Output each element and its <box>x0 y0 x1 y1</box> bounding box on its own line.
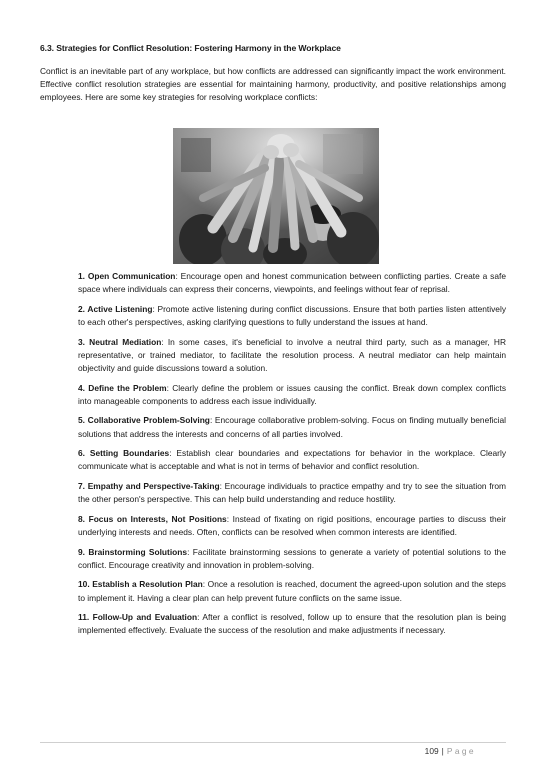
strategy-title: 8. Focus on Interests, Not Positions <box>78 513 227 524</box>
strategy-text: : Facilitate brainstorming sessions to generate a variety of potential solutions to the conflict. Encourage creativity and innovation in problem-solving. <box>78 546 506 570</box>
strategy-text: : Clearly define the problem or issues causing the conflict. Break down complex conflicts into manageable components to address each issue individually. <box>78 382 507 406</box>
strategy-text: : Instead of fixating on rigid positions, encourage parties to discuss their underlying interests and needs. Often, conflicts can be resolved when common interests are identified. <box>78 513 506 537</box>
strategy-text: : In some cases, it's beneficial to involve a neutral third party, such as a manager, HR representative, or trained mediator, to facilitate the resolution process. A neutral mediator can help maintain objectivity and guide discussions toward a solution. <box>78 336 506 373</box>
strategy-title: 1. Open Communication <box>78 271 176 281</box>
strategy-title: 9. Brainstorming Solutions <box>78 546 188 557</box>
list-item <box>78 578 506 604</box>
section-heading: 6.3. Strategies for Conflict Resolution: Fostering Harmony in the Workplace <box>40 43 341 53</box>
strategy-title: 5. Collaborative Problem-Solving <box>78 415 210 426</box>
strategy-title: 7. Empathy and Perspective-Taking <box>78 480 220 491</box>
page-footer <box>425 746 476 756</box>
list-item <box>78 303 506 329</box>
strategy-text: : After a conflict is resolved, follow up to ensure that the resolution plan is being implemented effectively. Evaluate the success of the resolution and make adjustments if necessary. <box>78 612 507 636</box>
strategy-list <box>78 270 506 644</box>
strategy-text: : Encourage collaborative problem-solving. Focus on finding mutually beneficial solutions that address the interests and concerns of all parties involved. <box>78 415 506 439</box>
intro-paragraph: Conflict is an inevitable part of any workplace, but how conflicts are addressed can significantly impact the work environment. Effective conflict resolution strategies are essential for maintaining harmony, productivity, and positive relationships among employees. Here are some key strategies for resolving workplace conflicts: <box>40 66 506 103</box>
list-item <box>78 336 506 376</box>
list-item <box>78 270 506 296</box>
list-item <box>78 546 506 572</box>
list-item <box>78 611 506 637</box>
team-hands-photo <box>173 128 379 264</box>
list-item <box>78 382 506 408</box>
strategy-text: : Establish clear boundaries and expectations for behavior in the workplace. Clearly communicate what is acceptable and what is not in terms of behavior and conflict resolution. <box>78 448 507 472</box>
list-item <box>78 513 506 539</box>
strategy-text: : Encourage individuals to practice empathy and try to see the situation from the other person's perspective. This can help build understanding and reduce hostility. <box>78 480 506 505</box>
strategy-title: 10. Establish a Resolution Plan <box>78 579 203 590</box>
photo-illustration <box>173 128 379 264</box>
strategy-title: 6. Setting Boundaries <box>78 448 170 459</box>
strategy-text: : Encourage open and honest communication between conflicting parties. Create a safe space where individuals can express their concerns, viewpoints, and feelings without fear of reprisal. <box>78 271 507 295</box>
strategy-title: 2. Active Listening <box>78 303 153 314</box>
footer-divider <box>40 742 506 743</box>
strategy-text: : Once a resolution is reached, document the agreed-upon solution and the steps to implement it. Having a clear plan can help prevent future conflicts on the same issue. <box>78 579 506 603</box>
footer-separator: | <box>441 746 444 756</box>
page-label: Page <box>446 746 476 756</box>
list-item <box>78 480 506 506</box>
page-number: 109 <box>424 746 439 756</box>
list-item <box>78 447 506 473</box>
strategy-title: 3. Neutral Mediation <box>78 336 162 347</box>
list-item <box>78 414 506 440</box>
strategy-title: 11. Follow-Up and Evaluation <box>78 612 198 623</box>
strategy-text: : Promote active listening during conflict discussions. Ensure that both parties listen attentively to each other's perspectives, asking clarifying questions to fully understand the issues at hand. <box>78 303 507 327</box>
strategy-title: 4. Define the Problem <box>78 382 167 393</box>
